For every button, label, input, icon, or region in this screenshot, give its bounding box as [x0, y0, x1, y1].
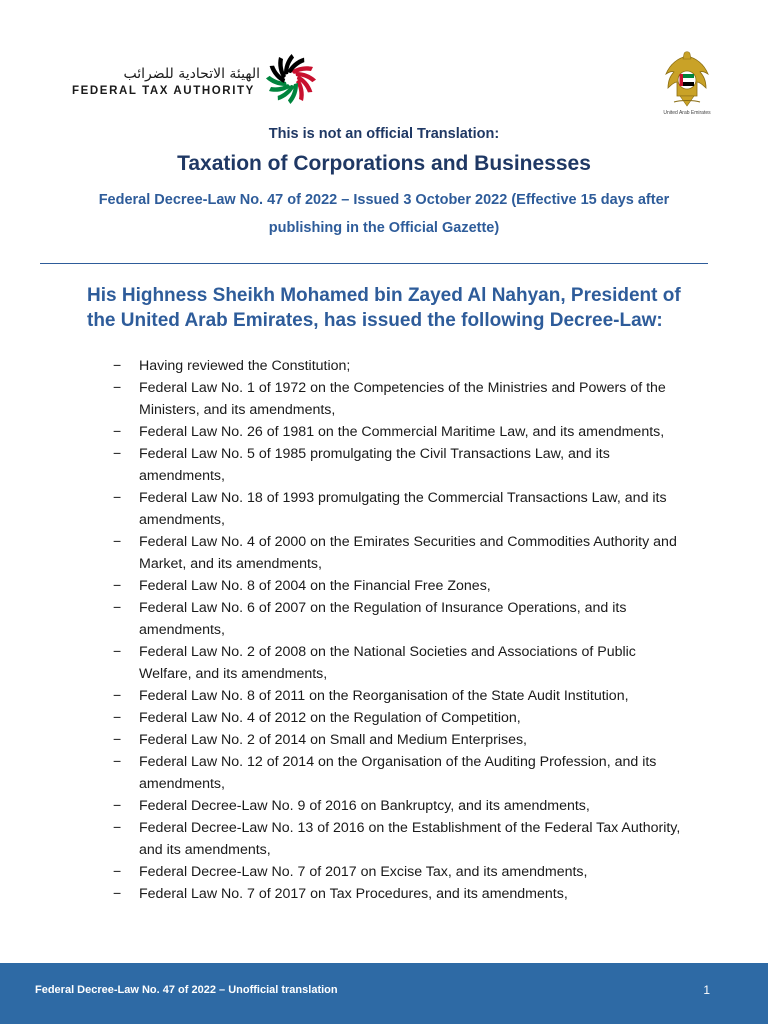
- recital-item: − Federal Law No. 2 of 2008 on the National Societies and Associations of Public Welfare, and its amendments,: [113, 641, 683, 685]
- recital-item: − Federal Law No. 18 of 1993 promulgating the Commercial Transactions Law, and its amendments,: [113, 487, 683, 531]
- page-footer: [0, 963, 768, 1024]
- fta-english-name: FEDERAL TAX AUTHORITY: [72, 85, 255, 97]
- recital-item: − Federal Law No. 8 of 2004 on the Financial Free Zones,: [113, 575, 683, 597]
- recital-item: − Federal Law No. 12 of 2014 on the Organisation of the Auditing Profession, and its amendments,: [113, 751, 683, 795]
- recital-item: − Federal Decree-Law No. 7 of 2017 on Excise Tax, and its amendments,: [113, 861, 683, 883]
- recital-item: − Federal Decree-Law No. 9 of 2016 on Bankruptcy, and its amendments,: [113, 795, 683, 817]
- recital-item: − Federal Law No. 5 of 1985 promulgating the Civil Transactions Law, and its amendments,: [113, 443, 683, 487]
- uae-emblem: [660, 50, 714, 120]
- recitals-list: [113, 355, 683, 905]
- recital-item: − Federal Law No. 8 of 2011 on the Reorganisation of the State Audit Institution,: [113, 685, 683, 707]
- footer-label: Federal Decree-Law No. 47 of 2022 – Unofficial translation: [35, 984, 338, 996]
- recital-item: − Federal Law No. 4 of 2000 on the Emirates Securities and Commodities Authority and Market, and its amendments,: [113, 531, 683, 575]
- document-title: Taxation of Corporations and Businesses: [177, 152, 591, 175]
- translation-disclaimer: This is not an official Translation:: [268, 126, 500, 142]
- fta-arabic-name: الهيئة الاتحادية للضرائب: [123, 66, 260, 82]
- recital-item: − Having reviewed the Constitution;: [113, 355, 683, 377]
- title-block: [40, 124, 728, 242]
- fta-mark-icon: [264, 52, 318, 106]
- recital-item: − Federal Law No. 4 of 2012 on the Regulation of Competition,: [113, 707, 683, 729]
- uae-caption: United Arab Emirates: [663, 110, 711, 116]
- uae-falcon-emblem-icon: [660, 50, 714, 110]
- recital-item: − Federal Decree-Law No. 13 of 2016 on the Establishment of the Federal Tax Authority, and its amendments,: [113, 817, 683, 861]
- page-number: 1: [703, 983, 710, 997]
- recital-item: − Federal Law No. 6 of 2007 on the Regulation of Insurance Operations, and its amendments,: [113, 597, 683, 641]
- recital-item: − Federal Law No. 26 of 1981 on the Commercial Maritime Law, and its amendments,: [113, 421, 683, 443]
- recital-item: − Federal Law No. 1 of 1972 on the Competencies of the Ministries and Powers of the Ministers, and its amendments,: [113, 377, 683, 421]
- fta-logo: [72, 52, 332, 104]
- intro-heading: His Highness Sheikh Mohamed bin Zayed Al Nahyan, President of the United Arab Emirates, has issued the following Decree-Law:: [87, 285, 681, 331]
- title-divider: [40, 263, 708, 264]
- page-header: [0, 0, 768, 130]
- law-reference: Federal Decree-Law No. 47 of 2022 – Issued 3 October 2022 (Effective 15 days after publishing in the Official Gazette): [98, 192, 670, 236]
- recital-item: − Federal Law No. 2 of 2014 on Small and Medium Enterprises,: [113, 729, 683, 751]
- recital-item: − Federal Law No. 7 of 2017 on Tax Procedures, and its amendments,: [113, 883, 683, 905]
